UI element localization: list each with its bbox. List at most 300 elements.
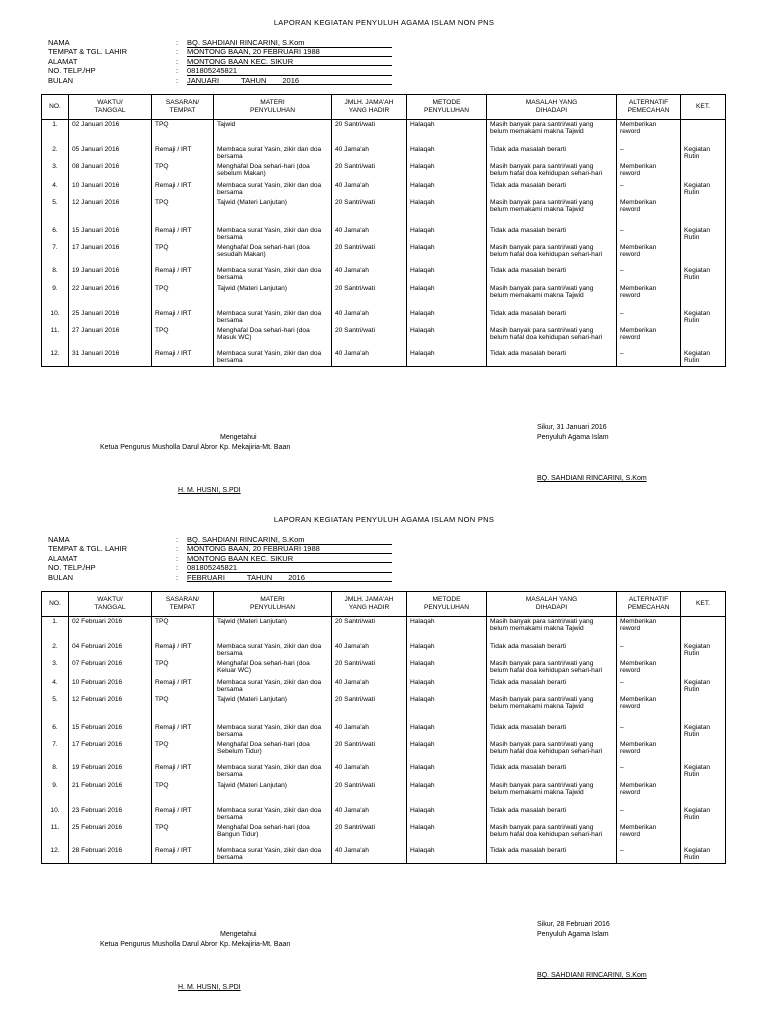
row-material: Membaca surat Yasin, zikir dan doa bersama: [214, 806, 332, 823]
row-date: 27 Januari 2016: [69, 326, 152, 349]
label-bulan: BULAN: [48, 75, 74, 85]
row-date: 25 Januari 2016: [69, 309, 152, 326]
bulan-value: FEBRUARI: [187, 572, 225, 582]
row-attendance: 20 Santri/wati: [332, 617, 407, 642]
row-solution: –: [617, 145, 681, 162]
row-solution: Memberikan reword: [617, 243, 681, 266]
row-remark: Kegiatan Rutin: [681, 145, 726, 162]
row-attendance: 40 Jama'ah: [332, 642, 407, 659]
row-solution: –: [617, 226, 681, 243]
colon: :: [176, 572, 179, 582]
row-attendance: 40 Jama'ah: [332, 763, 407, 781]
row-number: 7.: [42, 740, 69, 763]
table-row: [42, 723, 726, 740]
table-row: [42, 181, 726, 198]
row-target: TPQ: [152, 740, 214, 763]
row-solution: –: [617, 723, 681, 740]
column-header: ALTERNATIF PEMECAHAN: [617, 95, 681, 120]
row-date: 22 Januari 2016: [69, 284, 152, 309]
report-title: LAPORAN KEGIATAN PENYULUH AGAMA ISLAM NON PNS: [273, 515, 495, 524]
row-solution: –: [617, 349, 681, 367]
value-telp: 081805245821: [187, 563, 238, 573]
row-problem: Tidak ada masalah berarti: [487, 678, 617, 695]
mengetahui-label: Mengetahui: [220, 434, 257, 441]
row-remark: Kegiatan Rutin: [681, 763, 726, 781]
row-problem: Masih banyak para santri/wati yang belum hafal doa kehidupan sehari-hari: [487, 243, 617, 266]
mengetahui-label: Mengetahui: [220, 931, 257, 938]
row-solution: –: [617, 806, 681, 823]
row-number: 5.: [42, 695, 69, 723]
place-date: Sikur, 28 Februari 2016: [537, 921, 610, 928]
row-material: Tajwid (Materi Lanjutan): [214, 198, 332, 226]
row-material: Membaca surat Yasin, zikir dan doa bersama: [214, 678, 332, 695]
row-date: 15 Februari 2016: [69, 723, 152, 740]
row-remark: [681, 243, 726, 266]
row-date: 12 Januari 2016: [69, 198, 152, 226]
row-number: 3.: [42, 162, 69, 181]
colon: :: [176, 38, 179, 47]
row-attendance: 20 Santri/wati: [332, 284, 407, 309]
row-remark: Kegiatan Rutin: [681, 226, 726, 243]
column-header: WAKTU/ TANGGAL: [69, 592, 152, 617]
label-alamat: ALAMAT: [48, 553, 78, 563]
signer-right-name: BQ. SAHDIANI RINCARINI, S.Kom: [537, 475, 647, 482]
table-row: [42, 823, 726, 846]
row-number: 3.: [42, 659, 69, 678]
row-problem: Masih banyak para santri/wati yang belum hafal doa kehidupan sehari-hari: [487, 659, 617, 678]
tahun-label: TAHUN: [246, 572, 273, 582]
column-header: METODE PENYULUHAN: [407, 592, 487, 617]
row-solution: Memberikan reword: [617, 326, 681, 349]
row-attendance: 20 Santri/wati: [332, 695, 407, 723]
row-target: TPQ: [152, 243, 214, 266]
row-method: Halaqah: [407, 145, 487, 162]
row-solution: Memberikan reword: [617, 781, 681, 806]
row-date: 10 Januari 2016: [69, 181, 152, 198]
row-solution: –: [617, 642, 681, 659]
row-attendance: 40 Jama'ah: [332, 806, 407, 823]
row-method: Halaqah: [407, 162, 487, 181]
row-method: Halaqah: [407, 617, 487, 642]
row-material: Tajwid (Materi Lanjutan): [214, 284, 332, 309]
row-solution: Memberikan reword: [617, 198, 681, 226]
row-material: Membaca surat Yasin, zikir dan doa bersama: [214, 349, 332, 367]
row-remark: Kegiatan Rutin: [681, 349, 726, 367]
row-remark: Kegiatan Rutin: [681, 181, 726, 198]
row-attendance: 40 Jama'ah: [332, 846, 407, 864]
row-attendance: 40 Jama'ah: [332, 181, 407, 198]
row-problem: Masih banyak para santri/wati yang belum memakami makna Tajwid: [487, 695, 617, 723]
table-row: [42, 763, 726, 781]
row-problem: Tidak ada masalah berarti: [487, 846, 617, 864]
row-method: Halaqah: [407, 723, 487, 740]
row-method: Halaqah: [407, 266, 487, 284]
row-target: Remaji / IRT: [152, 266, 214, 284]
table-row: [42, 695, 726, 723]
penyuluh-title: Penyuluh Agama Islam: [537, 434, 609, 441]
label-ttl: TEMPAT & TGL. LAHIR: [48, 47, 128, 57]
label-alamat: ALAMAT: [48, 56, 78, 66]
column-header: MASALAH YANG DIHADAPI: [487, 95, 617, 120]
row-problem: Masih banyak para santri/wati yang belum hafal doa kehidupan sehari-hari: [487, 740, 617, 763]
row-number: 11.: [42, 326, 69, 349]
row-target: TPQ: [152, 781, 214, 806]
row-date: 25 Februari 2016: [69, 823, 152, 846]
signer-left-name: H. M. HUSNI, S.PDI: [178, 487, 241, 494]
row-attendance: 20 Santri/wati: [332, 162, 407, 181]
row-number: 8.: [42, 266, 69, 284]
value-nama: BQ. SAHDIANI RINCARINI, S.Kom: [187, 38, 305, 47]
label-telp: NO. TELP./HP: [48, 66, 96, 76]
row-material: Menghafal Doa sehari-hari (doa Sebelum Tidur): [214, 740, 332, 763]
row-remark: [681, 326, 726, 349]
row-remark: Kegiatan Rutin: [681, 678, 726, 695]
row-number: 8.: [42, 763, 69, 781]
row-target: TPQ: [152, 284, 214, 309]
row-problem: Masih banyak para santri/wati yang belum memakami makna Tajwid: [487, 284, 617, 309]
row-date: 23 Februari 2016: [69, 806, 152, 823]
colon: :: [176, 544, 179, 554]
row-method: Halaqah: [407, 309, 487, 326]
table-row: [42, 266, 726, 284]
row-target: Remaji / IRT: [152, 763, 214, 781]
row-method: Halaqah: [407, 678, 487, 695]
row-problem: Tidak ada masalah berarti: [487, 145, 617, 162]
row-solution: Memberikan reword: [617, 823, 681, 846]
column-header: MATERI PENYULUHAN: [214, 592, 332, 617]
table-header-row: [42, 95, 726, 120]
penyuluh-title: Penyuluh Agama Islam: [537, 931, 609, 938]
signer-left-name: H. M. HUSNI, S.PDI: [178, 984, 241, 991]
value-alamat: MONTONG BAAN KEC. SIKUR: [187, 553, 294, 563]
row-solution: Memberikan reword: [617, 659, 681, 678]
row-solution: Memberikan reword: [617, 120, 681, 145]
row-attendance: 40 Jama'ah: [332, 309, 407, 326]
row-problem: Masih banyak para santri/wati yang belum memakami makna Tajwid: [487, 781, 617, 806]
activity-table: [41, 94, 726, 367]
row-number: 11.: [42, 823, 69, 846]
row-problem: Tidak ada masalah berarti: [487, 642, 617, 659]
bulan-value: JANUARI: [187, 75, 220, 85]
row-method: Halaqah: [407, 226, 487, 243]
row-remark: Kegiatan Rutin: [681, 309, 726, 326]
identity-block: [48, 38, 368, 85]
row-material: Membaca surat Yasin, zikir dan doa bersama: [214, 763, 332, 781]
row-number: 12.: [42, 846, 69, 864]
row-problem: Tidak ada masalah berarti: [487, 226, 617, 243]
row-date: 10 Februari 2016: [69, 678, 152, 695]
row-problem: Masih banyak para santri/wati yang belum hafal doa kehidupan sehari-hari: [487, 162, 617, 181]
row-date: 17 Februari 2016: [69, 740, 152, 763]
row-material: Membaca surat Yasin, zikir dan doa bersama: [214, 642, 332, 659]
row-attendance: 20 Santri/wati: [332, 198, 407, 226]
identity-row-nama: [48, 38, 368, 47]
row-date: 28 Februari 2016: [69, 846, 152, 864]
identity-row-alamat: [48, 57, 368, 66]
column-header: NO.: [42, 95, 69, 120]
row-problem: Tidak ada masalah berarti: [487, 806, 617, 823]
row-remark: [681, 162, 726, 181]
row-target: Remaji / IRT: [152, 723, 214, 740]
column-header: SASARAN/ TEMPAT: [152, 592, 214, 617]
row-material: Menghafal Doa sehari-hari (doa sebelum Makan): [214, 162, 332, 181]
row-material: Membaca surat Yasin, zikir dan doa bersama: [214, 226, 332, 243]
row-target: TPQ: [152, 198, 214, 226]
row-date: 15 Januari 2016: [69, 226, 152, 243]
row-material: Tajwid (Materi Lanjutan): [214, 695, 332, 723]
identity-row-nama: [48, 535, 368, 544]
row-problem: Tidak ada masalah berarti: [487, 309, 617, 326]
row-problem: Tidak ada masalah berarti: [487, 181, 617, 198]
row-solution: –: [617, 309, 681, 326]
row-method: Halaqah: [407, 284, 487, 309]
row-method: Halaqah: [407, 243, 487, 266]
ketua-title: Ketua Pengurus Musholla Darul Abror Kp. Mekajiria-Mt. Baan: [100, 941, 291, 948]
identity-row-bulan: [48, 76, 368, 85]
row-remark: [681, 284, 726, 309]
colon: :: [176, 56, 179, 66]
row-date: 05 Januari 2016: [69, 145, 152, 162]
row-material: Tajwid: [214, 120, 332, 145]
label-bulan: BULAN: [48, 572, 74, 582]
row-date: 12 Februari 2016: [69, 695, 152, 723]
colon: :: [176, 66, 179, 76]
colon: :: [176, 75, 179, 85]
row-attendance: 40 Jama'ah: [332, 226, 407, 243]
row-attendance: 20 Santri/wati: [332, 326, 407, 349]
column-header: WAKTU/ TANGGAL: [69, 95, 152, 120]
row-target: TPQ: [152, 695, 214, 723]
row-number: 4.: [42, 678, 69, 695]
row-date: 19 Februari 2016: [69, 763, 152, 781]
table-row: [42, 226, 726, 243]
row-target: Remaji / IRT: [152, 226, 214, 243]
row-remark: [681, 740, 726, 763]
row-remark: [681, 823, 726, 846]
row-material: Menghafal Doa sehari-hari (doa Keluar WC): [214, 659, 332, 678]
row-solution: –: [617, 181, 681, 198]
row-number: 6.: [42, 723, 69, 740]
column-header: SASARAN/ TEMPAT: [152, 95, 214, 120]
row-solution: Memberikan reword: [617, 284, 681, 309]
identity-row-ttl: [48, 544, 368, 553]
row-number: 9.: [42, 284, 69, 309]
row-date: 21 Februari 2016: [69, 781, 152, 806]
table-header-row: [42, 592, 726, 617]
activity-table: [41, 591, 726, 864]
row-attendance: 20 Santri/wati: [332, 243, 407, 266]
tahun-value: 2016: [288, 572, 305, 582]
row-problem: Tidak ada masalah berarti: [487, 723, 617, 740]
row-method: Halaqah: [407, 181, 487, 198]
row-solution: Memberikan reword: [617, 695, 681, 723]
column-header: MASALAH YANG DIHADAPI: [487, 592, 617, 617]
row-problem: Tidak ada masalah berarti: [487, 763, 617, 781]
row-solution: –: [617, 846, 681, 864]
row-remark: [681, 120, 726, 145]
tahun-label: TAHUN: [241, 75, 267, 85]
row-date: 17 Januari 2016: [69, 243, 152, 266]
table-row: [42, 162, 726, 181]
row-solution: –: [617, 763, 681, 781]
column-header: NO.: [42, 592, 69, 617]
identity-row-bulan: [48, 573, 368, 582]
table-row: [42, 806, 726, 823]
row-material: Tajwid (Materi Lanjutan): [214, 781, 332, 806]
row-method: Halaqah: [407, 781, 487, 806]
row-number: 10.: [42, 309, 69, 326]
table-row: [42, 145, 726, 162]
row-date: 31 Januari 2016: [69, 349, 152, 367]
row-problem: Masih banyak para santri/wati yang belum memakami makna Tajwid: [487, 617, 617, 642]
row-method: Halaqah: [407, 120, 487, 145]
row-material: Tajwid (Materi Lanjutan): [214, 617, 332, 642]
row-date: 02 Januari 2016: [69, 120, 152, 145]
row-remark: [681, 695, 726, 723]
column-header: JMLH. JAMA'AH YANG HADIR: [332, 95, 407, 120]
row-number: 6.: [42, 226, 69, 243]
row-material: Membaca surat Yasin, zikir dan doa bersama: [214, 181, 332, 198]
ketua-title: Ketua Pengurus Musholla Darul Abror Kp. Mekajiria-Mt. Baan: [100, 444, 291, 451]
row-attendance: 40 Jama'ah: [332, 349, 407, 367]
row-material: Menghafal Doa sehari-hari (doa sesudah Makan): [214, 243, 332, 266]
row-method: Halaqah: [407, 642, 487, 659]
row-problem: Tidak ada masalah berarti: [487, 266, 617, 284]
identity-row-ttl: [48, 47, 368, 56]
row-material: Membaca surat Yasin, zikir dan doa bersama: [214, 145, 332, 162]
row-problem: Masih banyak para santri/wati yang belum hafal doa kehidupan sehari-hari: [487, 326, 617, 349]
row-remark: [681, 781, 726, 806]
row-number: 2.: [42, 145, 69, 162]
row-solution: Memberikan reword: [617, 162, 681, 181]
row-target: TPQ: [152, 326, 214, 349]
table-row: [42, 740, 726, 763]
label-nama: NAMA: [48, 38, 70, 47]
row-method: Halaqah: [407, 823, 487, 846]
table-row: [42, 678, 726, 695]
row-date: 02 Februari 2016: [69, 617, 152, 642]
row-number: 9.: [42, 781, 69, 806]
row-method: Halaqah: [407, 349, 487, 367]
row-attendance: 20 Santri/wati: [332, 823, 407, 846]
row-material: Menghafal Doa sehari-hari (doa Masuk WC): [214, 326, 332, 349]
row-material: Membaca surat Yasin, zikir dan doa bersama: [214, 723, 332, 740]
row-problem: Masih banyak para santri/wati yang belum memakami makna Tajwid: [487, 198, 617, 226]
row-remark: [681, 617, 726, 642]
row-method: Halaqah: [407, 740, 487, 763]
row-remark: [681, 198, 726, 226]
row-attendance: 20 Santri/wati: [332, 659, 407, 678]
row-number: 1.: [42, 617, 69, 642]
column-header: JMLH. JAMA'AH YANG HADIR: [332, 592, 407, 617]
identity-row-alamat: [48, 554, 368, 563]
column-header: ALTERNATIF PEMECAHAN: [617, 592, 681, 617]
row-target: Remaji / IRT: [152, 309, 214, 326]
row-number: 1.: [42, 120, 69, 145]
row-attendance: 40 Jama'ah: [332, 145, 407, 162]
value-telp: 081805245821: [187, 66, 238, 76]
row-method: Halaqah: [407, 326, 487, 349]
signer-right-name: BQ. SAHDIANI RINCARINI, S.Kom: [537, 972, 647, 979]
row-target: Remaji / IRT: [152, 806, 214, 823]
table-row: [42, 617, 726, 642]
row-attendance: 40 Jama'ah: [332, 266, 407, 284]
table-row: [42, 120, 726, 145]
row-method: Halaqah: [407, 198, 487, 226]
row-number: 4.: [42, 181, 69, 198]
row-remark: Kegiatan Rutin: [681, 846, 726, 864]
row-attendance: 40 Jama'ah: [332, 723, 407, 740]
row-target: Remaji / IRT: [152, 678, 214, 695]
colon: :: [176, 553, 179, 563]
row-number: 12.: [42, 349, 69, 367]
row-method: Halaqah: [407, 763, 487, 781]
column-header: KET.: [681, 95, 726, 120]
table-row: [42, 284, 726, 309]
label-telp: NO. TELP./HP: [48, 563, 96, 573]
row-target: Remaji / IRT: [152, 349, 214, 367]
row-remark: Kegiatan Rutin: [681, 723, 726, 740]
column-header: MATERI PENYULUHAN: [214, 95, 332, 120]
colon: :: [176, 563, 179, 573]
row-remark: Kegiatan Rutin: [681, 642, 726, 659]
table-row: [42, 659, 726, 678]
row-number: 7.: [42, 243, 69, 266]
label-nama: NAMA: [48, 535, 70, 544]
value-alamat: MONTONG BAAN KEC. SIKUR: [187, 56, 294, 66]
table-row: [42, 642, 726, 659]
row-method: Halaqah: [407, 806, 487, 823]
row-method: Halaqah: [407, 659, 487, 678]
row-date: 07 Februari 2016: [69, 659, 152, 678]
colon: :: [176, 535, 179, 544]
row-solution: –: [617, 678, 681, 695]
identity-row-telp: [48, 563, 368, 572]
row-number: 10.: [42, 806, 69, 823]
row-date: 04 Februari 2016: [69, 642, 152, 659]
row-solution: –: [617, 266, 681, 284]
table-row: [42, 309, 726, 326]
report-title: LAPORAN KEGIATAN PENYULUH AGAMA ISLAM NON PNS: [273, 18, 495, 27]
row-number: 5.: [42, 198, 69, 226]
row-problem: Masih banyak para santri/wati yang belum hafal doa kehidupan sehari-hari: [487, 823, 617, 846]
row-attendance: 20 Santri/wati: [332, 740, 407, 763]
row-material: Membaca surat Yasin, zikir dan doa bersama: [214, 309, 332, 326]
row-method: Halaqah: [407, 846, 487, 864]
column-header: METODE PENYULUHAN: [407, 95, 487, 120]
row-problem: Tidak ada masalah berarti: [487, 349, 617, 367]
row-remark: Kegiatan Rutin: [681, 806, 726, 823]
row-material: Membaca surat Yasin, zikir dan doa bersama: [214, 846, 332, 864]
row-target: TPQ: [152, 659, 214, 678]
row-material: Membaca surat Yasin, zikir dan doa bersama: [214, 266, 332, 284]
row-date: 08 Januari 2016: [69, 162, 152, 181]
value-ttl: MONTONG BAAN, 20 FEBRUARI 1988: [187, 544, 320, 554]
row-material: Menghafal Doa sehari-hari (doa Bangun Tidur): [214, 823, 332, 846]
identity-row-telp: [48, 66, 368, 75]
value-nama: BQ. SAHDIANI RINCARINI, S.Kom: [187, 535, 305, 544]
label-ttl: TEMPAT & TGL. LAHIR: [48, 544, 128, 554]
row-target: TPQ: [152, 823, 214, 846]
row-target: Remaji / IRT: [152, 145, 214, 162]
row-attendance: 20 Santri/wati: [332, 781, 407, 806]
row-attendance: 20 Santri/wati: [332, 120, 407, 145]
table-row: [42, 198, 726, 226]
table-row: [42, 326, 726, 349]
table-row: [42, 349, 726, 367]
row-target: TPQ: [152, 617, 214, 642]
row-date: 19 Januari 2016: [69, 266, 152, 284]
